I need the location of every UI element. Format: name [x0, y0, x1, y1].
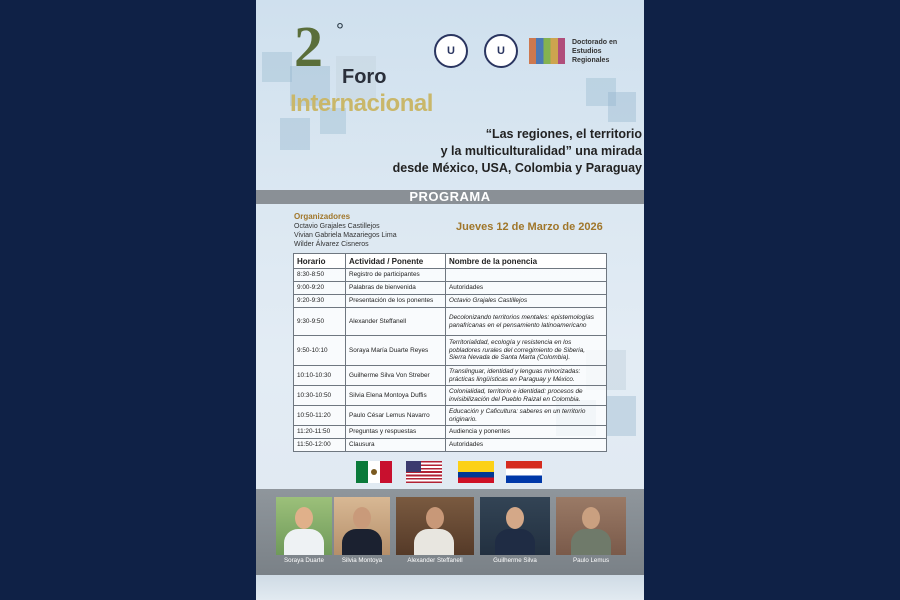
speaker-head — [506, 507, 524, 529]
cell-actividad: Preguntas y respuestas — [346, 426, 446, 439]
table-row — [294, 406, 607, 426]
cell-horario: 9:00-9:20 — [294, 282, 346, 295]
edition-degree: ° — [336, 20, 344, 42]
university-seal-icon: U — [434, 34, 468, 68]
forum-subtitle — [342, 126, 642, 177]
table-row — [294, 308, 607, 336]
cell-horario: 9:30-9:50 — [294, 308, 346, 336]
paraguay-flag-icon — [506, 461, 542, 483]
schedule-table — [293, 253, 607, 452]
speaker-body — [342, 529, 382, 555]
speaker-photo — [334, 497, 390, 555]
header-actividad: Actividad / Ponente — [346, 254, 446, 269]
table-row — [294, 426, 607, 439]
organizer-name: Vivian Gabriela Mazariegos Lima — [294, 232, 397, 239]
cell-horario: 10:50-11:20 — [294, 406, 346, 426]
cell-actividad: Palabras de bienvenida — [346, 282, 446, 295]
table-row — [294, 366, 607, 386]
cell-actividad: Alexander Steffanell — [346, 308, 446, 336]
cell-horario: 8:30-8:50 — [294, 269, 346, 282]
organizers-list — [294, 222, 397, 249]
cell-horario: 10:10-10:30 — [294, 366, 346, 386]
cell-actividad: Registro de participantes — [346, 269, 446, 282]
subtitle-line: “Las regiones, el territorio — [485, 127, 642, 141]
subtitle-line: y la multiculturalidad” una mirada — [440, 144, 642, 158]
cell-ponencia: Autoridades — [446, 282, 607, 295]
table-row — [294, 386, 607, 406]
speaker-photo — [396, 497, 474, 555]
speaker-head — [426, 507, 444, 529]
organizer-name: Octavio Grajales Castillejos — [294, 223, 380, 230]
speaker-head — [353, 507, 371, 529]
speaker-photo — [480, 497, 550, 555]
doctorate-logo-icon — [529, 38, 565, 64]
decor-square — [608, 92, 636, 122]
doctorate-logo-text: Doctorado en Estudios Regionales — [572, 39, 618, 64]
cell-ponencia: Octavio Grajales Castillejos — [446, 295, 607, 308]
title-internacional: Internacional — [290, 90, 433, 117]
table-row — [294, 336, 607, 366]
speaker-name: Guilherme Silva — [493, 557, 537, 564]
speaker-body — [414, 529, 454, 555]
cell-ponencia: Territorialidad, ecología y resistencia en los pobladores rurales del corregimiento de Siberia, Sierra Nevada de Santa Marta (Colombia). — [446, 336, 607, 366]
header-horario: Horario — [294, 254, 346, 269]
cell-ponencia: Translinguar, identidad y lenguas minorizadas: prácticas lingüísticas en Paraguay y México. — [446, 366, 607, 386]
speaker-name: Alexander Steffanell — [407, 557, 463, 564]
cell-actividad: Soraya María Duarte Reyes — [346, 336, 446, 366]
cell-ponencia: Educación y Caficultura: saberes en un territorio originario. — [446, 406, 607, 426]
subtitle-line: desde México, USA, Colombia y Paraguay — [392, 161, 642, 175]
event-poster — [256, 0, 644, 600]
speaker-body — [284, 529, 324, 555]
cell-horario: 11:20-11:50 — [294, 426, 346, 439]
cell-ponencia: Audiencia y ponentes — [446, 426, 607, 439]
decor-square — [606, 396, 636, 436]
cell-horario: 11:50-12:00 — [294, 439, 346, 452]
speaker-name: Soraya Duarte — [284, 557, 324, 564]
country-flags — [356, 461, 546, 483]
cell-actividad: Paulo César Lemus Navarro — [346, 406, 446, 426]
speaker-name: Paulo Lemus — [572, 557, 610, 564]
cell-horario: 10:30-10:50 — [294, 386, 346, 406]
speaker-photo — [556, 497, 626, 555]
decor-square — [280, 118, 310, 150]
schedule-header-row — [294, 254, 607, 269]
cell-horario: 9:50-10:10 — [294, 336, 346, 366]
mexico-flag-icon — [356, 461, 392, 483]
cell-ponencia: Autoridades — [446, 439, 607, 452]
colombia-flag-icon — [458, 461, 494, 483]
speaker-head — [295, 507, 313, 529]
cell-actividad: Presentación de los ponentes — [346, 295, 446, 308]
usa-flag-icon — [406, 461, 442, 483]
table-row — [294, 439, 607, 452]
cell-ponencia: Decolonizando territorios mentales: epistemologías panafricanas en el pensamiento latinoamericano — [446, 308, 607, 336]
table-row — [294, 282, 607, 295]
event-date: Jueves 12 de Marzo de 2026 — [456, 221, 603, 233]
table-row — [294, 269, 607, 282]
programa-heading: PROGRAMA — [256, 190, 644, 204]
institution-logos — [434, 34, 634, 68]
header-ponencia: Nombre de la ponencia — [446, 254, 607, 269]
speaker-head — [582, 507, 600, 529]
university-shield-icon: U — [484, 34, 518, 68]
table-row — [294, 295, 607, 308]
cell-ponencia — [446, 269, 607, 282]
cell-actividad: Guilherme Silva Von Streber — [346, 366, 446, 386]
poster-footer — [256, 575, 644, 600]
cell-ponencia: Colonialidad, territorio e identidad: procesos de invisibilización del Pueblo Raizal en Colombia. — [446, 386, 607, 406]
cell-actividad: Clausura — [346, 439, 446, 452]
speaker-body — [495, 529, 535, 555]
title-foro: Foro — [342, 66, 387, 88]
edition-number: 2 — [294, 14, 323, 79]
cell-horario: 9:20-9:30 — [294, 295, 346, 308]
decor-square — [262, 52, 292, 82]
organizers-title: Organizadores — [294, 212, 351, 221]
speaker-name: Silvia Montoya — [341, 557, 383, 564]
cell-actividad: Silvia Elena Montoya Duffis — [346, 386, 446, 406]
speaker-photo — [276, 497, 332, 555]
organizer-name: Wilder Álvarez Cisneros — [294, 241, 369, 248]
speakers-strip — [256, 489, 644, 575]
speaker-body — [571, 529, 611, 555]
